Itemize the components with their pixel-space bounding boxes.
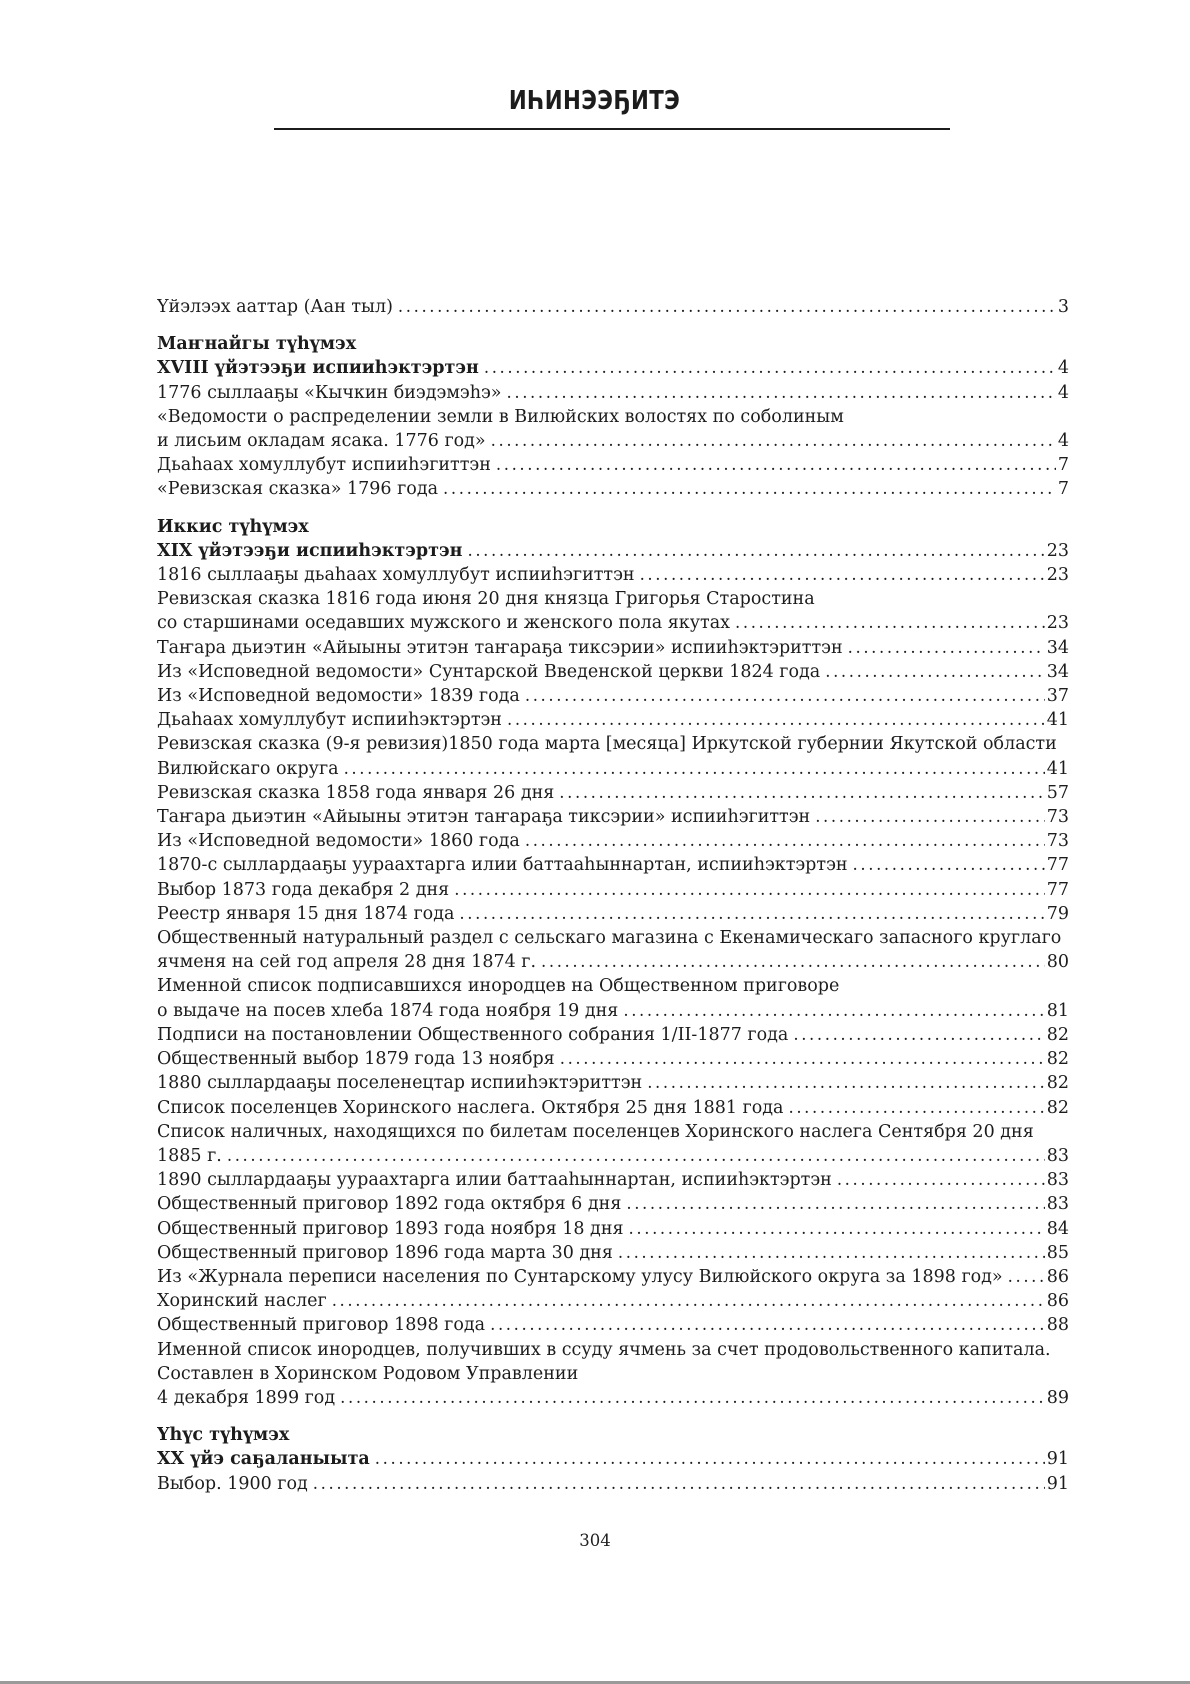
toc-entry-text: и лисьим окладам ясака. 1776 год» — [157, 431, 486, 452]
toc-entry — [157, 636, 1069, 660]
toc-dot-leader — [623, 999, 1044, 1023]
toc-page-number: 83 — [1046, 1145, 1069, 1166]
toc-page-number: 57 — [1046, 782, 1069, 803]
toc-entry-text: Үйэлээх ааттар (Аан тыл) — [157, 297, 393, 317]
toc-entry — [157, 708, 1069, 732]
toc-entry-text: 1816 сыллааҕы дьаһаах хомуллубут испииһэгиттэн — [157, 565, 635, 586]
toc-page-number: 73 — [1046, 831, 1069, 852]
toc-page-number: 23 — [1046, 540, 1069, 561]
toc-entry-text: Из «Журнала переписи населения по Сунтарскому улусу Вилюйского округа за 1898 год» — [157, 1266, 1003, 1287]
toc-page-number: 86 — [1046, 1266, 1069, 1287]
toc-dot-leader — [629, 1217, 1045, 1241]
toc-entry-text: Ревизская сказка 1816 года июня 20 дня князца Григорья Старостина — [157, 589, 815, 610]
toc-entry-text: 1776 сыллааҕы «Кычкин биэдэмэһэ» — [157, 382, 502, 403]
toc-page-number: 83 — [1046, 1170, 1069, 1191]
toc-entry-text: Иккис түһүмэх — [157, 516, 309, 537]
toc-page-number: 83 — [1046, 1194, 1069, 1215]
toc-entry — [157, 453, 1069, 477]
page-title-text: ИҺИНЭЭҔИТЭ — [509, 86, 681, 116]
toc-entry — [157, 999, 1069, 1023]
toc-page-number: 34 — [1046, 637, 1069, 658]
toc-dot-leader — [454, 878, 1044, 902]
toc-entry-text: Составлен в Хоринском Родовом Управлении — [157, 1363, 579, 1384]
toc-entry — [157, 1338, 1069, 1362]
toc-entry — [157, 1313, 1069, 1337]
toc-page-number: 91 — [1046, 1473, 1069, 1494]
toc-entry — [157, 684, 1069, 708]
toc-section-heading — [157, 1423, 1069, 1447]
toc-section-heading — [157, 515, 1069, 539]
toc-entry-text: Общественный приговор 1893 года ноября 18 дня — [157, 1218, 624, 1239]
toc-entry-text: Выбор. 1900 год — [157, 1473, 308, 1494]
toc-dot-leader — [484, 356, 1056, 380]
toc-entry — [157, 1447, 1069, 1471]
toc-entry — [157, 611, 1069, 635]
toc-page-number: 4 — [1057, 358, 1069, 379]
toc-entry-text: 1890 сыллардааҕы уураахтарга илии баттааһыннартан, испииһэктэртэн — [157, 1170, 832, 1191]
toc-entry-text: Вилюйскаго округа — [157, 758, 339, 779]
toc-entry-text: Из «Исповедной ведомости» 1860 года — [157, 831, 520, 852]
toc-entry — [157, 587, 1069, 611]
toc-entry — [157, 1192, 1069, 1216]
toc-entry-text: Выбор 1873 года декабря 2 дня — [157, 879, 450, 900]
toc-page-number: 85 — [1046, 1242, 1069, 1263]
toc-dot-leader — [1008, 1265, 1045, 1289]
toc-entry — [157, 1096, 1069, 1120]
toc-dot-leader — [735, 611, 1045, 635]
toc-page-number: 81 — [1046, 1000, 1069, 1021]
toc-dot-leader — [626, 1192, 1044, 1216]
toc-page-number: 88 — [1046, 1315, 1069, 1336]
toc-entry — [157, 381, 1069, 405]
toc-entry-text: Именной список инородцев, получивших в ссуду ячмень за счет продовольственного капитала. — [157, 1339, 1051, 1360]
toc-page-number: 91 — [1046, 1449, 1069, 1470]
toc-entry-text: Именной список подписавшихся инородцев на Общественном приговоре — [157, 976, 840, 997]
toc-page-number: 82 — [1046, 1073, 1069, 1094]
toc-entry — [157, 757, 1069, 781]
toc-page-number: 41 — [1046, 710, 1069, 731]
toc-page-number: 89 — [1046, 1387, 1069, 1408]
toc-entry — [157, 950, 1069, 974]
toc-entry — [157, 1472, 1069, 1496]
toc-entry — [157, 1265, 1069, 1289]
toc-dot-leader — [848, 636, 1045, 660]
toc-entry — [157, 295, 1069, 319]
toc-dot-leader — [541, 950, 1045, 974]
toc-entry — [157, 660, 1069, 684]
toc-dot-leader — [332, 1289, 1045, 1313]
toc-entry — [157, 1386, 1069, 1410]
toc-entry — [157, 974, 1069, 998]
toc-entry-text: Общественный приговор 1892 года октября 6 дня — [157, 1194, 622, 1215]
toc-entry-text: Ревизская сказка (9-я ревизия)1850 года марта [месяца] Иркутской губернии Якутской области — [157, 734, 1057, 755]
toc-dot-leader — [340, 1386, 1045, 1410]
toc-dot-leader — [398, 295, 1056, 319]
toc-entry — [157, 926, 1069, 950]
toc-entry-text: 1870-с сыллардааҕы уураахтарга илии баттааһыннартан, испииһэктэртэн — [157, 855, 848, 876]
toc-page-number: 82 — [1046, 1097, 1069, 1118]
toc-entry — [157, 1071, 1069, 1095]
toc-dot-leader — [490, 1313, 1045, 1337]
toc-entry-text: Общественный приговор 1898 года — [157, 1315, 486, 1336]
toc-entry-text: Реестр января 15 дня 1874 года — [157, 903, 455, 924]
toc-dot-leader — [491, 429, 1056, 453]
page-number-footer: 304 — [579, 1531, 611, 1550]
toc-entry — [157, 1289, 1069, 1313]
toc-dot-leader — [837, 1168, 1045, 1192]
toc-dot-leader — [640, 563, 1045, 587]
toc-entry — [157, 1217, 1069, 1241]
toc-page-number: 82 — [1046, 1049, 1069, 1070]
toc-entry-text: XIX үйэтээҕи испииһэктэртэн — [157, 540, 463, 561]
toc-entry — [157, 829, 1069, 853]
toc-entry — [157, 477, 1069, 501]
toc-page-number: 4 — [1057, 382, 1069, 403]
toc-dot-leader — [853, 853, 1045, 877]
toc-entry-text: 1880 сыллардааҕы поселенецтар испииһэктэриттэн — [157, 1073, 643, 1094]
toc-page-number: 7 — [1057, 479, 1069, 500]
toc-dot-leader — [459, 902, 1044, 926]
toc-entry-text: со старшинами оседавших мужского и женского пола якутах — [157, 613, 731, 634]
toc-dot-leader — [375, 1447, 1045, 1471]
toc-entry-text: Общественный натуральный раздел с сельскаго магазина с Екенамическаго запасного круглаго — [157, 928, 1062, 949]
toc-page-number: 41 — [1046, 758, 1069, 779]
toc-entry-text: Дьаһаах хомуллубут испииһэгиттэн — [157, 455, 491, 476]
toc-entry-text: Общественный приговор 1896 года марта 30 дня — [157, 1242, 613, 1263]
toc-entry-text: Список поселенцев Хоринского наслега. Октября 25 дня 1881 года — [157, 1097, 784, 1118]
toc-entry — [157, 902, 1069, 926]
toc-entry-text: Список наличных, находящихся по билетам поселенцев Хоринского наслега Сентября 20 дня — [157, 1121, 1034, 1142]
toc-entry-text: Маҥнайгы түһүмэх — [157, 334, 357, 355]
title-divider — [274, 128, 950, 130]
toc-entry — [157, 563, 1069, 587]
toc-list — [157, 295, 1069, 1496]
toc-entry-text: Ревизская сказка 1858 года января 26 дня — [157, 782, 555, 803]
toc-dot-leader — [647, 1071, 1045, 1095]
toc-entry — [157, 1023, 1069, 1047]
toc-entry — [157, 1241, 1069, 1265]
toc-entry-text: Таҥара дьиэтин «Айыыны этитэн таҥараҕа тиксэрии» испииһэгиттэн — [157, 807, 811, 828]
toc-page-number: 86 — [1046, 1291, 1069, 1312]
toc-page-number: 34 — [1046, 661, 1069, 682]
toc-page-number: 37 — [1046, 686, 1069, 707]
toc-entry — [157, 1144, 1069, 1168]
toc-entry — [157, 781, 1069, 805]
toc-entry-text: Хоринский наслег — [157, 1291, 327, 1312]
toc-page-number: 80 — [1046, 952, 1069, 973]
toc-dot-leader — [525, 684, 1045, 708]
toc-entry-text: Подписи на постановлении Общественного собрания 1/II-1877 года — [157, 1024, 789, 1045]
toc-entry — [157, 805, 1069, 829]
toc-entry — [157, 356, 1069, 380]
toc-entry-text: XVIII үйэтээҕи испииһэктэртэн — [157, 358, 479, 379]
toc-entry-text: Из «Исповедной ведомости» 1839 года — [157, 686, 520, 707]
toc-entry-text: XX үйэ саҕаланыыта — [157, 1449, 370, 1470]
toc-dot-leader — [467, 539, 1044, 563]
toc-entry-text: «Ведомости о распределении земли в Вилюйских волостях по соболиным — [157, 406, 844, 427]
toc-page-number: 79 — [1046, 903, 1069, 924]
toc-page-number: 7 — [1057, 455, 1069, 476]
toc-dot-leader — [560, 1047, 1045, 1071]
toc-dot-leader — [507, 708, 1045, 732]
toc-entry-text: 4 декабря 1899 год — [157, 1387, 336, 1408]
toc-dot-leader — [496, 453, 1056, 477]
toc-entry-text: Үһүс түһүмэх — [157, 1425, 290, 1446]
toc-entry-text: 1885 г. — [157, 1145, 222, 1166]
toc-dot-leader — [618, 1241, 1045, 1265]
toc-page-number: 77 — [1046, 879, 1069, 900]
toc-page-number: 84 — [1046, 1218, 1069, 1239]
toc-dot-leader — [344, 757, 1045, 781]
toc-dot-leader — [815, 805, 1045, 829]
toc-entry-text: Общественный выбор 1879 года 13 ноября — [157, 1049, 555, 1070]
toc-dot-leader — [525, 829, 1045, 853]
toc-dot-leader — [227, 1144, 1045, 1168]
toc-entry — [157, 405, 1069, 429]
toc-entry — [157, 1120, 1069, 1144]
toc-page-number: 73 — [1046, 807, 1069, 828]
toc-dot-leader — [793, 1023, 1044, 1047]
toc-page-number: 23 — [1046, 565, 1069, 586]
toc-page-number: 3 — [1057, 297, 1069, 317]
page-title — [0, 86, 1190, 116]
toc-entry-text: о выдаче на посев хлеба 1874 года ноября 19 дня — [157, 1000, 619, 1021]
toc-entry-text: Таҥара дьиэтин «Айыыны этитэн таҥараҕа тиксэрии» испииһэктэриттэн — [157, 637, 843, 658]
toc-entry — [157, 429, 1069, 453]
toc-page-number: 77 — [1046, 855, 1069, 876]
toc-entry — [157, 539, 1069, 563]
toc-dot-leader — [443, 477, 1056, 501]
toc-dot-leader — [788, 1096, 1044, 1120]
toc-page-number: 23 — [1046, 613, 1069, 634]
toc-entry — [157, 853, 1069, 877]
toc-dot-leader — [825, 660, 1045, 684]
toc-entry-text: ячменя на сей год апреля 28 дня 1874 г. — [157, 952, 537, 973]
toc-entry — [157, 1168, 1069, 1192]
toc-dot-leader — [507, 381, 1056, 405]
toc-entry-text: Дьаһаах хомуллубут испииһэктэртэн — [157, 710, 502, 731]
toc-entry-text: Из «Исповедной ведомости» Сунтарской Введенской церкви 1824 года — [157, 661, 821, 682]
toc-entry — [157, 1362, 1069, 1386]
toc-entry-text: «Ревизская сказка» 1796 года — [157, 479, 439, 500]
toc-dot-leader — [313, 1472, 1045, 1496]
toc-entry — [157, 732, 1069, 756]
toc-entry — [157, 878, 1069, 902]
toc-dot-leader — [559, 781, 1044, 805]
toc-section-heading — [157, 332, 1069, 356]
toc-entry — [157, 1047, 1069, 1071]
toc-page-number: 82 — [1046, 1024, 1069, 1045]
toc-page-number: 4 — [1057, 431, 1069, 452]
